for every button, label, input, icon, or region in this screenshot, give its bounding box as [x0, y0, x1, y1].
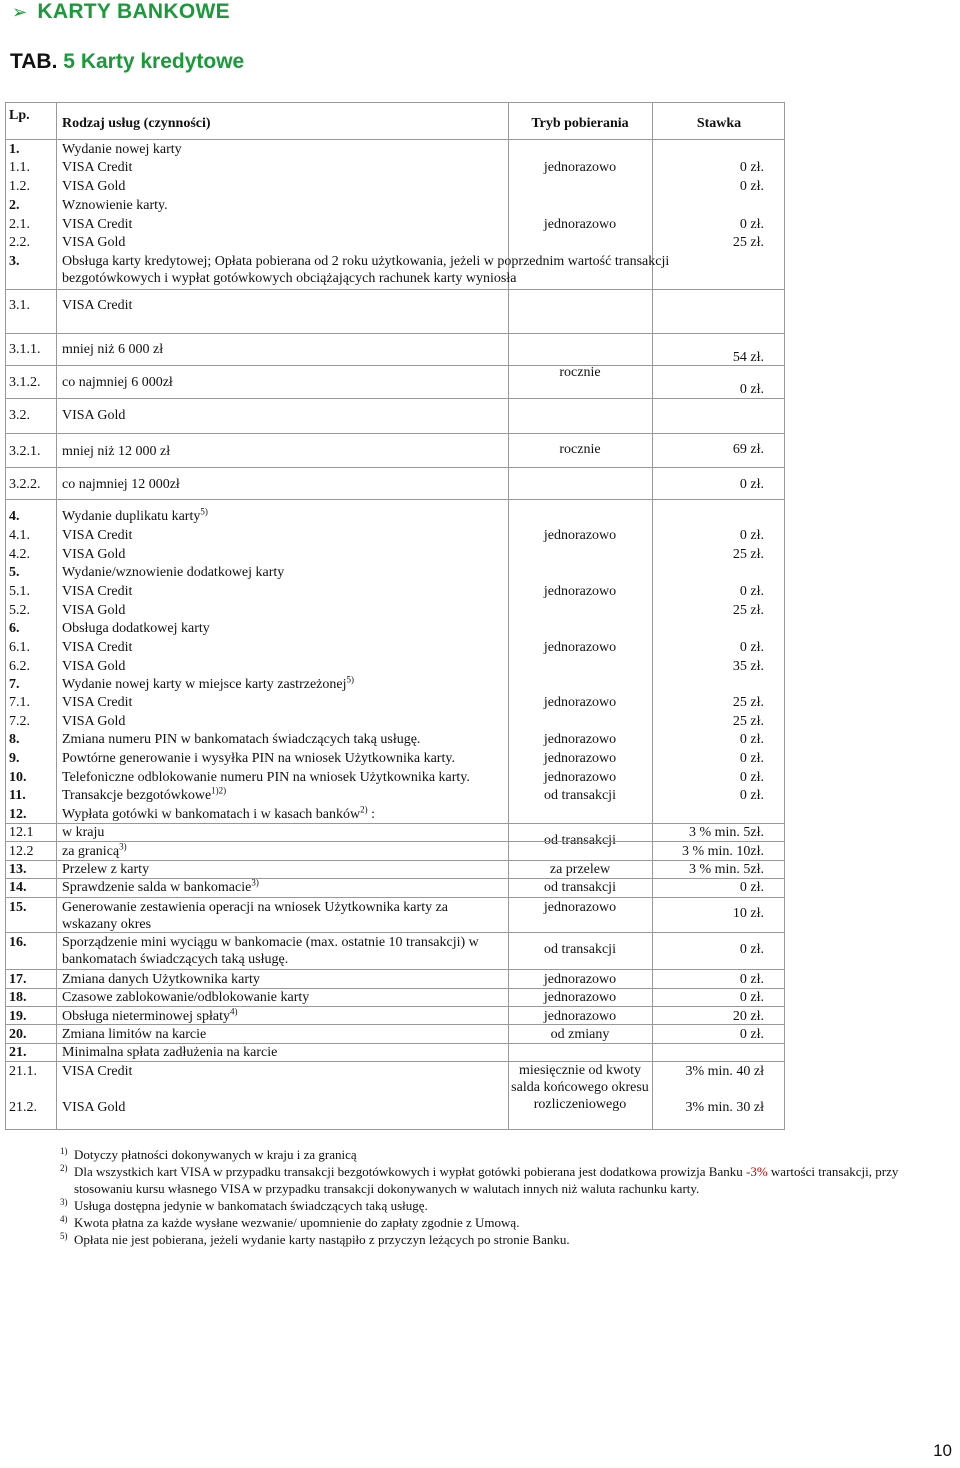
row-number: 4. — [9, 509, 20, 524]
service-name — [62, 443, 170, 460]
service-name-text: VISA Gold — [62, 714, 126, 729]
rate-value: 54 zł. — [732, 350, 764, 365]
row-divider — [6, 1006, 784, 1007]
service-name — [62, 989, 309, 1006]
charge-mode: jednorazowo — [543, 972, 617, 987]
service-name — [62, 197, 168, 214]
service-name-text: Wydanie nowej karty w miejsce karty zastrzeżonej — [62, 677, 347, 692]
service-name — [62, 1099, 125, 1116]
footnote: 2) Dla wszystkich kart VISA w przypadku transakcji bezgotówkowych i wypłat gotówki pobierana jest dodatkowa prowizja Banku -3% wartości transakcji, przy stosowaniu kursu własnego VISA w przypadku transakcji dokonywanych w walutach innych niż waluta rachunku karty. — [60, 1163, 899, 1196]
service-name — [62, 694, 132, 711]
row-divider — [6, 365, 784, 366]
row-number: 3.1. — [9, 298, 30, 313]
rate-value: 20 zł. — [732, 1009, 764, 1024]
rate-value: 0 zł. — [739, 160, 764, 175]
service-name-text: Sporządzenie mini wyciągu w bankomacie (max. ostatnie 10 transakcji) w bankomatach świadczących taką usługę. — [62, 935, 479, 967]
service-name — [62, 602, 125, 619]
service-name-text: w kraju — [62, 825, 105, 840]
charge-mode: jednorazowo — [543, 990, 617, 1005]
header-name: Rodzaj usług (czynności) — [62, 116, 211, 131]
rate-value: 10 zł. — [732, 906, 764, 921]
row-divider — [6, 932, 784, 933]
service-name — [62, 620, 210, 637]
charge-mode: jednorazowo — [543, 640, 617, 655]
service-name-text: VISA Credit — [62, 217, 133, 232]
service-name — [62, 253, 762, 287]
service-name — [62, 564, 284, 581]
rate-value: 0 zł. — [739, 1027, 764, 1042]
service-name-text: VISA Credit — [62, 528, 133, 543]
service-name — [62, 407, 125, 424]
service-name-text: VISA Gold — [62, 547, 126, 562]
row-number: 4.2. — [9, 547, 30, 562]
footnote: 1) Dotyczy płatności dokonywanych w kraju i za granicą — [60, 1146, 357, 1162]
service-name — [62, 234, 125, 251]
service-name-text: VISA Credit — [62, 1064, 133, 1079]
charge-mode: za przelew — [549, 862, 611, 877]
charge-mode: od transakcji — [544, 880, 616, 895]
service-name-text: Wznowienie karty. — [62, 198, 168, 213]
row-number: 3.2.1. — [9, 444, 41, 459]
charge-mode: jednorazowo — [543, 900, 617, 915]
footnote: 3) Usługa dostępna jedynie w bankomatach świadczących taką usługę. — [60, 1197, 428, 1213]
row-number: 12. — [9, 807, 27, 822]
service-name-text: Zmiana danych Użytkownika karty — [62, 972, 260, 987]
footnote-ref: 5) — [200, 506, 208, 517]
row-divider — [6, 988, 784, 989]
rate-value: 0 zł. — [739, 990, 764, 1005]
rate-value: 0 zł. — [739, 732, 764, 747]
service-name-text: Generowanie zestawienia operacji na wniosek Użytkownika karty za wskazany okres — [62, 900, 449, 932]
rate-value: 0 zł. — [739, 972, 764, 987]
service-name-text: mniej niż 12 000 zł — [62, 444, 171, 459]
footnote-ref: 3) — [119, 841, 127, 852]
section-heading-text: KARTY BANKOWE — [37, 0, 230, 23]
service-name — [62, 1063, 132, 1080]
charge-mode: rocznie — [559, 442, 601, 457]
row-divider — [6, 1061, 784, 1062]
rate-value: 3 % min. 5zł. — [688, 862, 764, 877]
service-name — [62, 899, 502, 933]
rate-value: 25 zł. — [732, 695, 764, 710]
row-divider — [6, 1024, 784, 1025]
table-title: TAB. 5 Karty kredytowe — [10, 50, 245, 73]
row-number: 9. — [9, 751, 20, 766]
charge-mode: od transakcji — [544, 942, 616, 957]
section-heading — [12, 0, 230, 24]
service-name-text: Czasowe zablokowanie/odblokowanie karty — [62, 990, 310, 1005]
row-number: 5. — [9, 565, 20, 580]
row-number: 3. — [9, 254, 20, 269]
rate-value: 0 zł. — [739, 584, 764, 599]
row-divider — [6, 860, 784, 861]
footnote-ref: 5) — [346, 674, 354, 685]
service-name — [62, 374, 173, 391]
row-divider — [6, 823, 784, 824]
fees-table — [5, 102, 785, 1130]
rate-value: 0 zł. — [739, 477, 764, 492]
service-name — [62, 934, 502, 968]
rate-value: 0 zł. — [739, 880, 764, 895]
row-divider — [6, 499, 784, 500]
service-name — [62, 787, 226, 804]
row-number: 14. — [9, 880, 27, 895]
row-number: 7.2. — [9, 714, 30, 729]
charge-mode: jednorazowo — [543, 217, 617, 232]
row-number: 15. — [9, 900, 27, 915]
rate-value: 3% min. 30 zł — [685, 1100, 764, 1115]
service-name — [62, 341, 163, 358]
service-name-text: za granicą — [62, 844, 120, 859]
row-number: 7.1. — [9, 695, 30, 710]
header-lp: Lp. — [9, 108, 30, 123]
row-divider — [6, 398, 784, 399]
row-number: 3.1.1. — [9, 342, 41, 357]
service-name-text: Transakcje bezgotówkowe — [62, 788, 212, 803]
row-number: 6. — [9, 621, 20, 636]
row-number: 3.2.2. — [9, 477, 41, 492]
row-number: 11. — [9, 788, 26, 803]
column-divider — [56, 103, 57, 1129]
footnote-ref: 2) — [360, 804, 368, 815]
row-number: 18. — [9, 990, 27, 1005]
row-number: 3.1.2. — [9, 375, 41, 390]
row-number: 4.1. — [9, 528, 30, 543]
service-name-text: VISA Gold — [62, 659, 126, 674]
rate-value: 0 zł. — [739, 751, 764, 766]
service-name-text: Wydanie/wznowienie dodatkowej karty — [62, 565, 285, 580]
row-number: 7. — [9, 677, 20, 692]
footnote-ref: 3) — [251, 877, 259, 888]
row-number: 2.2. — [9, 235, 30, 250]
row-number: 3.2. — [9, 408, 30, 423]
rate-value: 0 zł. — [739, 640, 764, 655]
charge-mode: jednorazowo — [543, 770, 617, 785]
rate-value: 3 % min. 10zł. — [681, 844, 764, 859]
row-divider — [6, 841, 784, 842]
service-name-text: co najmniej 6 000zł — [62, 375, 173, 390]
charge-mode: jednorazowo — [543, 160, 617, 175]
row-number: 12.1 — [9, 825, 34, 840]
service-name-text: Zmiana limitów na karcie — [62, 1027, 207, 1042]
service-name — [62, 141, 182, 158]
service-name — [62, 297, 132, 314]
rate-value: 0 zł. — [739, 179, 764, 194]
service-name — [62, 806, 375, 823]
row-divider — [6, 289, 784, 290]
row-divider — [6, 1043, 784, 1044]
service-name-text: Telefoniczne odblokowanie numeru PIN na wniosek Użytkownika karty. — [62, 770, 470, 785]
rate-value: 0 zł. — [739, 788, 764, 803]
service-name-text: co najmniej 12 000zł — [62, 477, 180, 492]
service-name — [62, 861, 149, 878]
rate-value: 0 zł. — [739, 942, 764, 957]
row-number: 6.2. — [9, 659, 30, 674]
row-divider — [6, 897, 784, 898]
rate-value: 69 zł. — [732, 442, 764, 457]
service-name-text: Zmiana numeru PIN w bankomatach świadczących taką usługę. — [62, 732, 421, 747]
service-name-text: Obsługa nieterminowej spłaty — [62, 1009, 230, 1024]
footnote-ref: 4) — [229, 1006, 238, 1017]
footnotes — [60, 1146, 940, 1248]
row-number: 1.1. — [9, 160, 30, 175]
row-number: 17. — [9, 972, 27, 987]
arrow-bullet-icon: ➢ — [12, 2, 28, 22]
service-name — [62, 159, 132, 176]
row-number: 21.1. — [9, 1064, 37, 1079]
rate-value: 3% min. 40 zł — [685, 1064, 764, 1079]
service-name — [62, 879, 259, 896]
charge-mode: jednorazowo — [543, 695, 617, 710]
service-name — [62, 843, 127, 860]
rate-value: 0 zł. — [739, 217, 764, 232]
header-divider — [6, 139, 784, 140]
row-number: 6.1. — [9, 640, 30, 655]
footnote: 4) Kwota płatna za każde wysłane wezwanie/ upomnienie do zapłaty zgodnie z Umową. — [60, 1214, 520, 1230]
service-name — [62, 731, 420, 748]
rate-value: 25 zł. — [732, 603, 764, 618]
rate-value: 0 zł. — [739, 382, 764, 397]
row-divider — [6, 467, 784, 468]
charge-mode: rocznie — [559, 365, 601, 380]
service-name-text: Wydanie duplikatu karty — [62, 509, 201, 524]
rate-value: 25 zł. — [732, 714, 764, 729]
charge-mode: od zmiany — [550, 1027, 610, 1042]
service-name-text: VISA Credit — [62, 160, 133, 175]
service-name — [62, 824, 104, 841]
row-number: 10. — [9, 770, 27, 785]
charge-mode: jednorazowo — [543, 751, 617, 766]
service-name — [62, 546, 125, 563]
service-name-text: Przelew z karty — [62, 862, 150, 877]
row-divider — [6, 878, 784, 879]
charge-mode: miesięcznie od kwoty salda końcowego okresu rozliczeniowego — [511, 1063, 649, 1112]
rate-value: 0 zł. — [739, 528, 764, 543]
service-name — [62, 476, 180, 493]
service-name — [62, 1044, 277, 1061]
service-name — [62, 527, 132, 544]
charge-mode: od transakcji — [544, 833, 616, 848]
service-name-text: Obsługa dodatkowej karty — [62, 621, 210, 636]
service-name — [62, 750, 455, 767]
charge-mode: od transakcji — [544, 788, 616, 803]
rate-value: 0 zł. — [739, 770, 764, 785]
service-name — [62, 639, 132, 656]
service-name-text: VISA Credit — [62, 584, 133, 599]
service-name — [62, 1026, 206, 1043]
service-name-text: Wypłata gotówki w bankomatach i w kasach banków — [62, 807, 361, 822]
service-name-text: VISA Credit — [62, 640, 133, 655]
service-name-text: Minimalna spłata zadłużenia na karcie — [62, 1045, 278, 1060]
service-name-text: VISA Gold — [62, 235, 126, 250]
row-number: 12.2 — [9, 844, 34, 859]
suffix-text: : — [367, 807, 376, 822]
service-name — [62, 658, 125, 675]
service-name-text: Obsługa karty kredytowej; Opłata pobierana od 2 roku użytkowania, jeżeli w poprzednim wartość transakcji bezgotówkowych i wypłat gotówkowych obciążających rachunek karty wyniosła — [62, 254, 670, 286]
footnote: 5) Opłata nie jest pobierana, jeżeli wydanie karty nastąpiło z przyczyn leżących po stronie Banku. — [60, 1231, 570, 1247]
service-name-text: VISA Credit — [62, 695, 133, 710]
service-name — [62, 676, 354, 693]
row-number: 8. — [9, 732, 20, 747]
charge-mode: jednorazowo — [543, 732, 617, 747]
service-name-text: VISA Gold — [62, 179, 126, 194]
rate-value: 25 zł. — [732, 547, 764, 562]
row-number: 21.2. — [9, 1100, 37, 1115]
row-number: 2. — [9, 198, 20, 213]
row-number: 2.1. — [9, 217, 30, 232]
service-name-text: Wydanie nowej karty — [62, 142, 182, 157]
service-name-text: VISA Gold — [62, 408, 126, 423]
row-number: 5.2. — [9, 603, 30, 618]
row-number: 19. — [9, 1009, 27, 1024]
rate-value: 35 zł. — [732, 659, 764, 674]
row-divider — [6, 969, 784, 970]
service-name — [62, 216, 132, 233]
row-number: 16. — [9, 935, 27, 950]
service-name-text: Sprawdzenie salda w bankomacie — [62, 880, 252, 895]
service-name — [62, 769, 470, 786]
row-number: 5.1. — [9, 584, 30, 599]
service-name — [62, 1008, 237, 1025]
row-number: 20. — [9, 1027, 27, 1042]
row-number: 13. — [9, 862, 27, 877]
charge-mode: jednorazowo — [543, 584, 617, 599]
footnote-ref: 1)2) — [211, 785, 227, 796]
row-number: 21. — [9, 1045, 27, 1060]
service-name — [62, 713, 125, 730]
service-name-text: VISA Credit — [62, 298, 133, 313]
charge-mode: jednorazowo — [543, 528, 617, 543]
rate-value: 25 zł. — [732, 235, 764, 250]
service-name — [62, 508, 208, 525]
service-name-text: VISA Gold — [62, 603, 126, 618]
row-divider — [6, 333, 784, 334]
row-number: 1.2. — [9, 179, 30, 194]
header-mode: Tryb pobierania — [531, 116, 629, 131]
row-number: 1. — [9, 142, 20, 157]
charge-mode: jednorazowo — [543, 1009, 617, 1024]
rate-value: 3 % min. 5zł. — [688, 825, 764, 840]
service-name — [62, 178, 125, 195]
service-name-text: VISA Gold — [62, 1100, 126, 1115]
service-name — [62, 971, 260, 988]
row-divider — [6, 433, 784, 434]
header-rate: Stawka — [696, 116, 742, 131]
page-number: 10 — [933, 1441, 952, 1460]
service-name-text: mniej niż 6 000 zł — [62, 342, 164, 357]
service-name — [62, 583, 132, 600]
service-name-text: Powtórne generowanie i wysyłka PIN na wniosek Użytkownika karty. — [62, 751, 455, 766]
